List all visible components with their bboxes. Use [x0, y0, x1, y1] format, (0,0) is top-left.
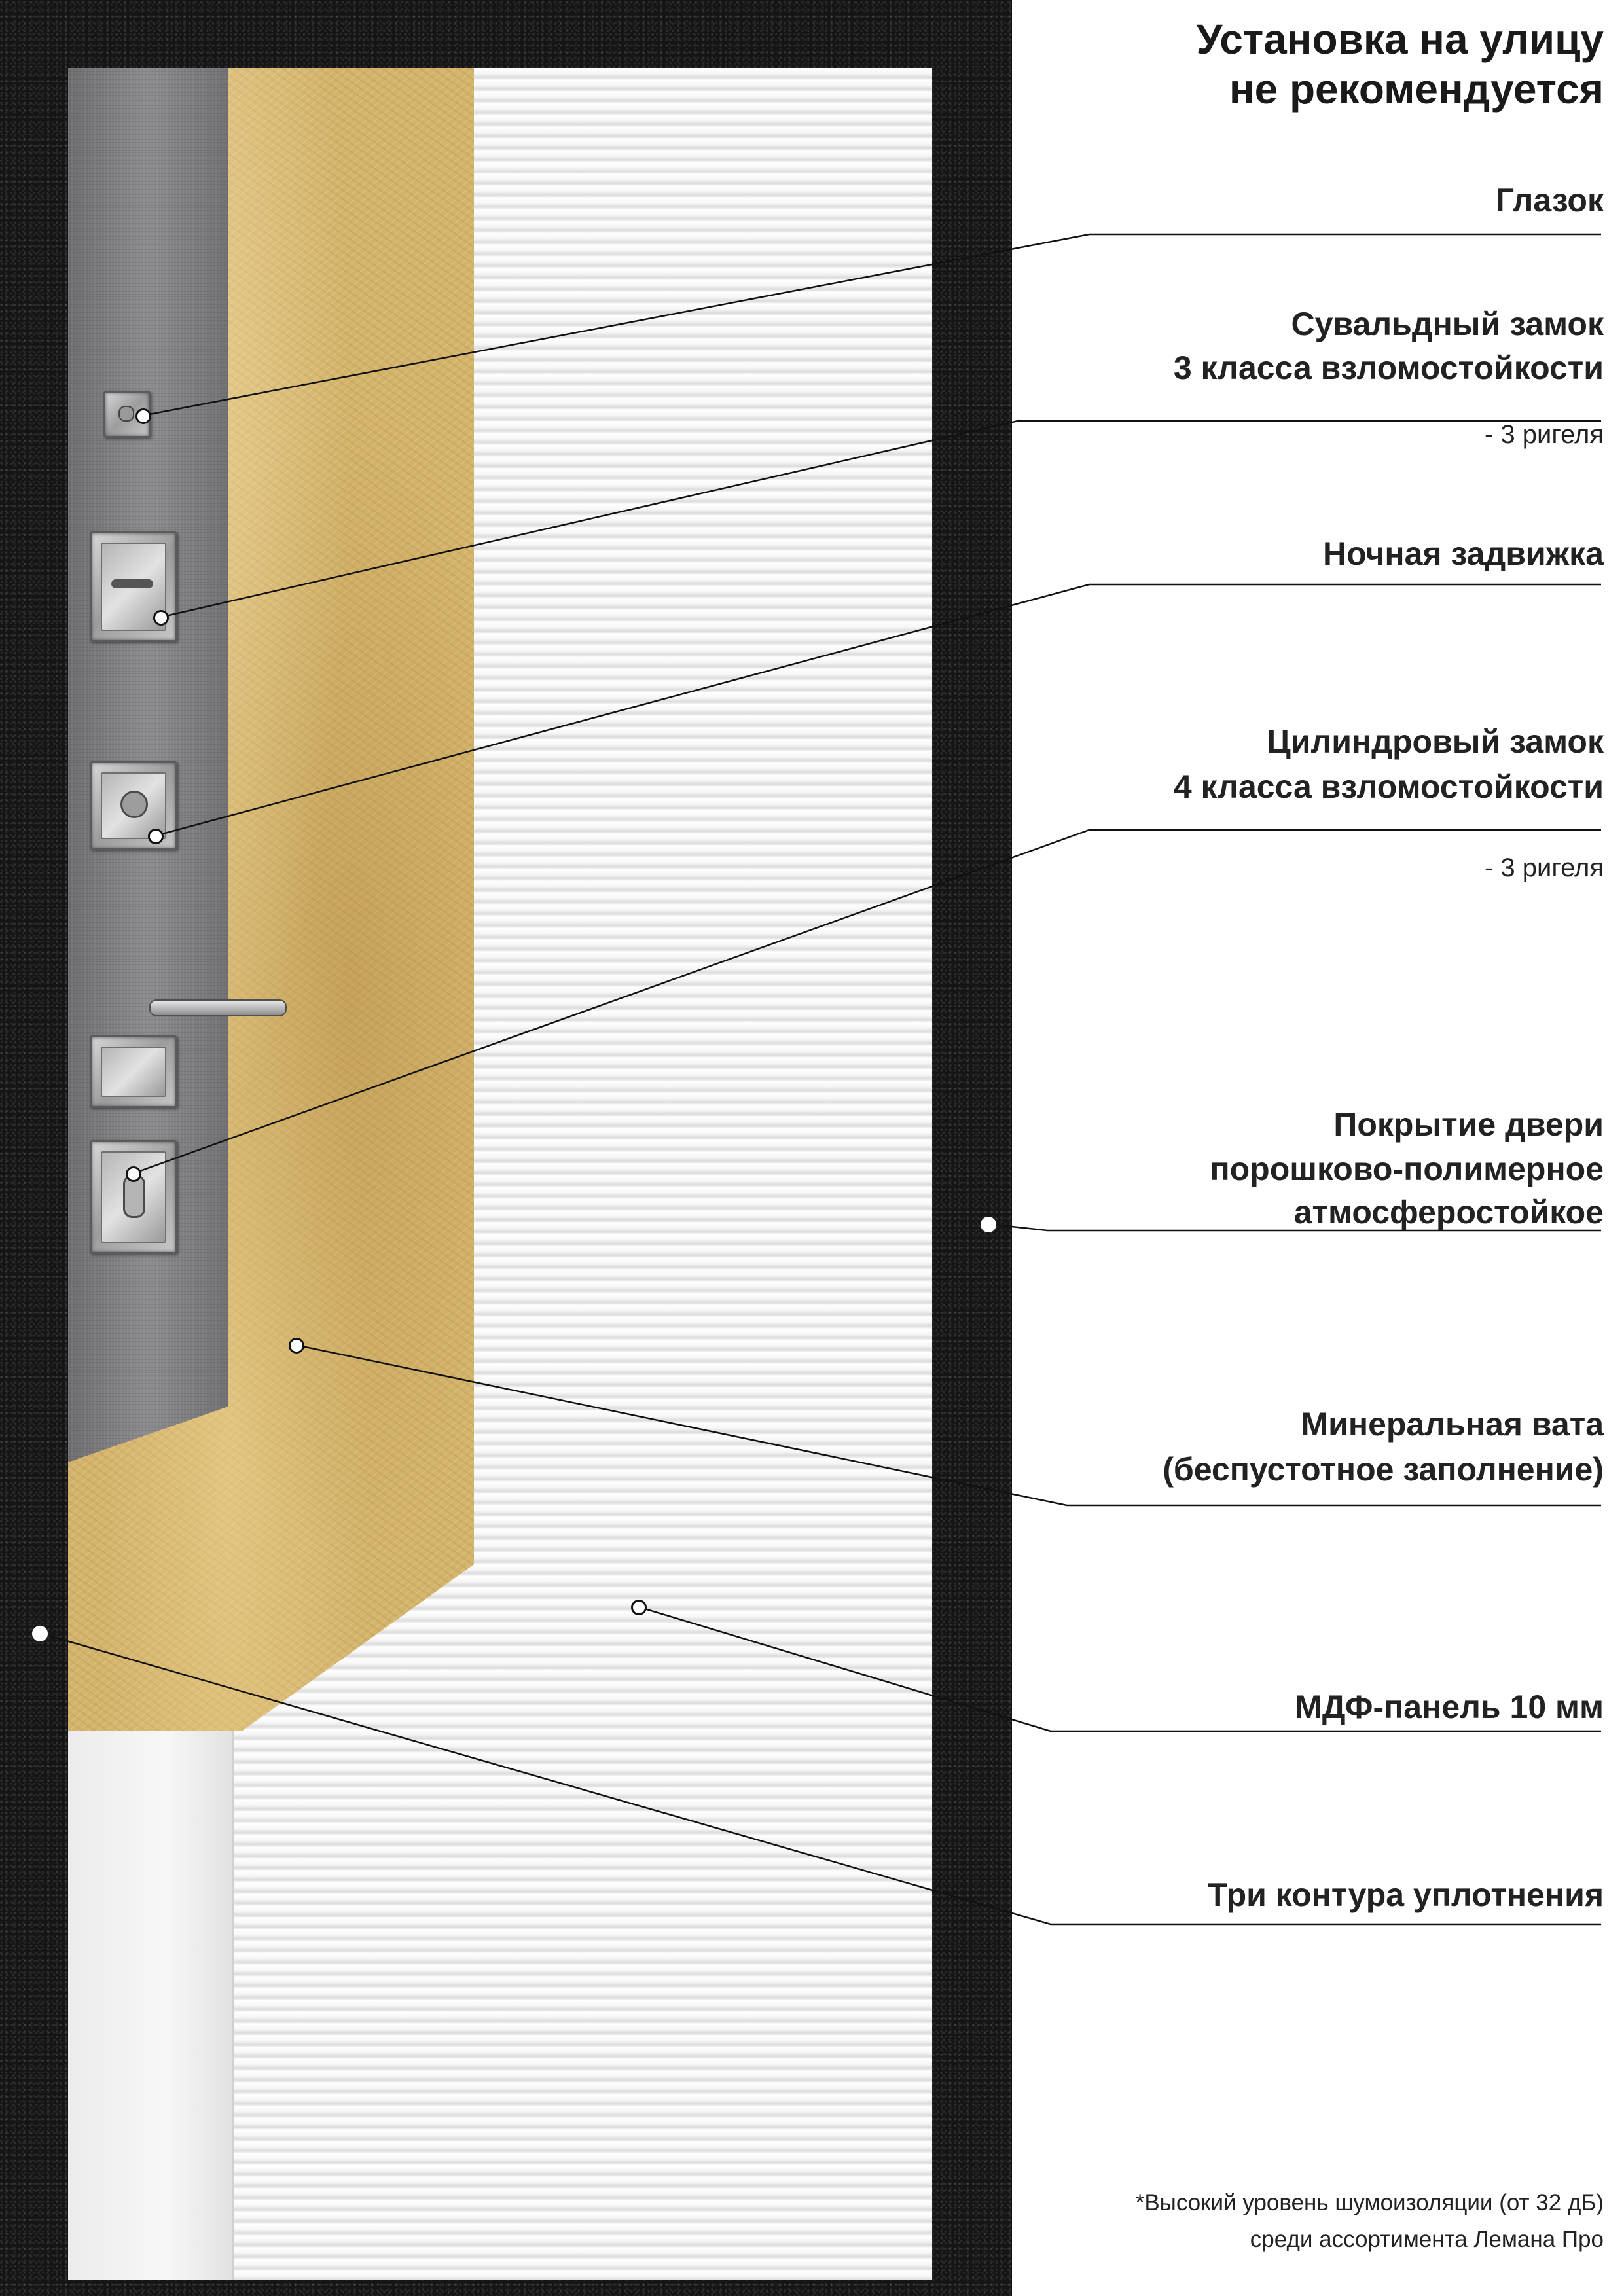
callout-dot-mineral-wool: [289, 1338, 304, 1354]
lever-lock-bolts: - 3 ригеля: [1484, 420, 1604, 449]
label-coating-line2: порошково-полимерное: [1210, 1151, 1604, 1187]
label-coating-line1: Покрытие двери: [1333, 1106, 1604, 1143]
leader-lever-lock: [160, 421, 1601, 617]
header-line-2: не рекомендуется: [1229, 65, 1604, 113]
callout-dot-seals: [32, 1626, 48, 1641]
label-mdf-panel: МДФ-панель 10 мм: [1295, 1689, 1604, 1725]
label-mineral-wool-line1: Минеральная вата: [1301, 1406, 1604, 1443]
callout-dot-night-latch: [148, 829, 164, 844]
footnote-line-2: среди ассортимента Лемана Про: [1250, 2227, 1604, 2252]
callout-dot-peephole: [135, 408, 151, 424]
label-lever-lock-line1: Сувальдный замок: [1291, 306, 1604, 342]
label-cylinder-lock-line1: Цилиндровый замок: [1267, 723, 1604, 760]
label-peephole: Глазок: [1495, 182, 1604, 219]
callout-dot-mdf-panel: [631, 1600, 647, 1615]
cylinder-lock-bolts: - 3 ригеля: [1484, 853, 1604, 882]
callout-dot-lever-lock: [153, 610, 169, 626]
label-cylinder-lock-line2: 4 класса взломостойкости: [1173, 768, 1604, 805]
header-line-1: Установка на улицу: [1196, 16, 1604, 63]
footnote: [1136, 2185, 1604, 2258]
callout-dot-coating: [981, 1217, 996, 1232]
callout-dot-cylinder-lock: [126, 1166, 141, 1182]
header-warning: [1196, 14, 1604, 114]
label-mineral-wool-line2: (беспустотное заполнение): [1163, 1451, 1604, 1488]
label-lever-lock-line2: 3 класса взломостойкости: [1173, 350, 1604, 386]
footnote-line-1: *Высокий уровень шумоизоляции (от 32 дБ): [1135, 2190, 1604, 2215]
label-seals: Три контура уплотнения: [1207, 1876, 1604, 1913]
label-night-latch: Ночная задвижка: [1322, 535, 1604, 572]
label-coating-line3: атмосферостойкое: [1293, 1194, 1604, 1230]
